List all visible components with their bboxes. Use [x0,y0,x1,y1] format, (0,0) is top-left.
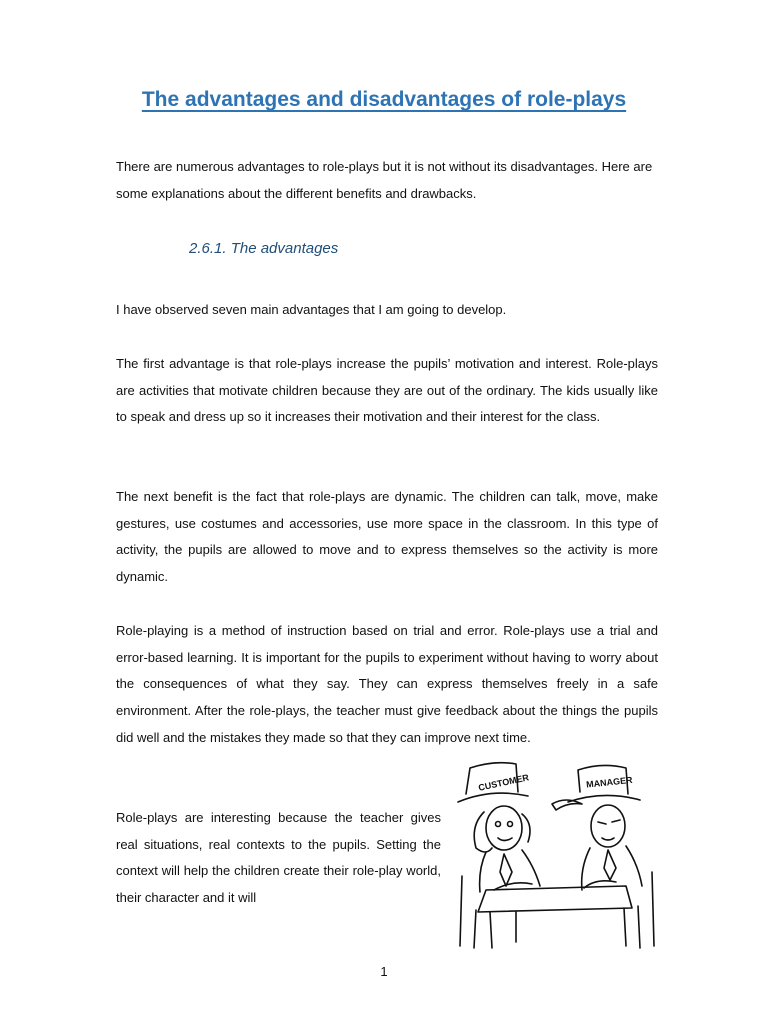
page-number: 1 [380,964,388,979]
observed-paragraph: I have observed seven main advantages that I am going to develop. [116,302,507,317]
customer-body [480,850,540,892]
manager-feather [552,800,582,810]
customer-tie [500,854,512,886]
manager-hat-label: MANAGER [585,774,633,790]
customer-eye-right [508,822,513,827]
roleplay-cartoon-illustration [456,760,660,950]
customer-eye-left [496,822,501,827]
section-heading: 2.6.1. The advantages [189,240,339,257]
right-chair [638,872,654,948]
customer-face [486,806,522,850]
customer-smile [498,838,512,841]
manager-eyes [598,820,620,824]
customer-hat-label: CUSTOMER [477,772,530,793]
intro-paragraph: There are numerous advantages to role-plays but it is not without its disadvantages. Here are some explanations about the different benefits and drawbacks. [116,159,653,201]
left-chair [460,876,476,948]
customer-hat-brim [458,793,528,802]
paragraph-trial-error: Role-playing is a method of instruction based on trial and error. Role-plays use a trial and error-based learning. It is important for the pupils to experiment without having to worry about the consequences of what they say. They can express themselves freely in a safe environment. After the role-plays, the teacher must give feedback about the things the pupils did well and the mistakes they made so that they can improve next time. [116,623,658,745]
table-legs [490,908,626,948]
paragraph-dynamic: The next benefit is the fact that role-plays are dynamic. The children can talk, move, make gestures, use costumes and accessories, use more space in the classroom. In this type of activity, the pupils are allowed to move and to express themselves so the activity is more dynamic. [116,489,658,585]
table-top [478,886,632,912]
paragraph-real-situations: Role-plays are interesting because the teacher gives real situations, real contexts to the pupils. Setting the context will help the children create their role-play world, their character and it will [116,810,441,906]
manager-mouth [602,838,614,840]
manager-tie [604,850,616,880]
manager-hat-brim [568,795,640,802]
paragraph-motivation: The first advantage is that role-plays increase the pupils’ motivation and interest. Role-plays are activities that motivate children because they are out of the ordinary. The kids usually like to speak and dress up so it increases their motivation and their interest for the class. [116,356,658,425]
document-title: The advantages and disadvantages of role-plays [141,88,627,111]
